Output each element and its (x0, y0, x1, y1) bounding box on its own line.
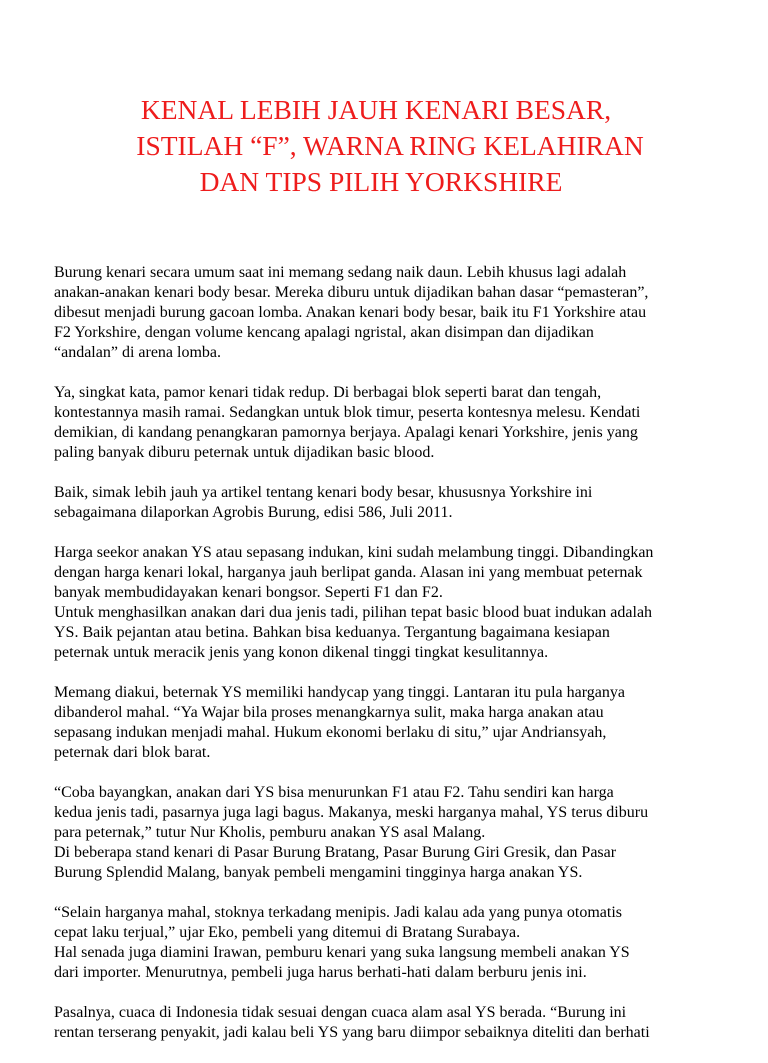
paragraph-line: “andalan” di arena lomba. (54, 344, 222, 361)
paragraph (54, 903, 744, 983)
paragraph-line: dengan harga kenari lokal, harganya jauh berlipat ganda. Alasan ini yang membuat peternak (54, 564, 643, 581)
document-title (40, 92, 728, 200)
paragraph (54, 1003, 744, 1043)
title-line-3: DAN TIPS PILIH YORKSHIRE (199, 166, 563, 197)
paragraph-line: kedua jenis tadi, pasarnya juga lagi bagus. Makanya, meski harganya mahal, YS terus diburu (54, 804, 649, 821)
paragraph-line: dibesut menjadi burung gacoan lomba. Anakan kenari body besar, baik itu F1 Yorkshire atau (54, 304, 647, 321)
paragraph-line: Ya, singkat kata, pamor kenari tidak redup. Di berbagai blok seperti barat dan tengah, (54, 384, 602, 401)
paragraph-line: cepat laku terjual,” ujar Eko, pembeli yang ditemui di Bratang Surabaya. (54, 924, 521, 941)
paragraph-line: sepasang indukan menjadi mahal. Hukum ekonomi berlaku di situ,” ujar Andriansyah, (54, 724, 607, 741)
paragraph-line: kontestannya masih ramai. Sedangkan untuk blok timur, peserta kontesnya melesu. Kendati (54, 404, 641, 421)
paragraph-line: “Coba bayangkan, anakan dari YS bisa menurunkan F1 atau F2. Tahu sendiri kan harga (54, 784, 614, 801)
paragraph (54, 383, 744, 463)
paragraph-line: Burung Splendid Malang, banyak pembeli mengamini tingginya harga anakan YS. (54, 864, 583, 881)
paragraph-line: anakan-anakan kenari body besar. Mereka diburu untuk dijadikan bahan dasar “pemasteran”, (54, 284, 649, 301)
paragraph-line: Harga seekor anakan YS atau sepasang indukan, kini sudah melambung tinggi. Dibandingkan (54, 544, 654, 561)
paragraph-line: paling banyak diburu peternak untuk dijadikan basic blood. (54, 444, 435, 461)
paragraph-line: banyak membudidayakan kenari bongsor. Seperti F1 dan F2. (54, 584, 443, 601)
paragraph-line: Hal senada juga diamini Irawan, pemburu kenari yang suka langsung membeli anakan YS (54, 944, 630, 961)
paragraph-line: Di beberapa stand kenari di Pasar Burung Bratang, Pasar Burung Giri Gresik, dan Pasar (54, 844, 617, 861)
paragraph-line: demikian, di kandang penangkaran pamornya berjaya. Apalagi kenari Yorkshire, jenis yang (54, 424, 638, 441)
paragraph (54, 683, 744, 763)
paragraph-line: dari importer. Menurutnya, pembeli juga harus berhati-hati dalam berburu jenis ini. (54, 964, 587, 981)
paragraph-line: Untuk menghasilkan anakan dari dua jenis tadi, pilihan tepat basic blood buat indukan adalah (54, 604, 653, 621)
paragraph-line: “Selain harganya mahal, stoknya terkadang menipis. Jadi kalau ada yang punya otomatis (54, 904, 622, 921)
paragraph-line: Pasalnya, cuaca di Indonesia tidak sesuai dengan cuaca alam asal YS berada. “Burung ini (54, 1004, 627, 1021)
paragraph-line: rentan terserang penyakit, jadi kalau beli YS yang baru diimpor sebaiknya diteliti dan berhati (54, 1024, 650, 1041)
title-line-1: KENAL LEBIH JAUH KENARI BESAR, (140, 94, 612, 125)
paragraph-line: dibanderol mahal. “Ya Wajar bila proses menangkarnya sulit, maka harga anakan atau (54, 704, 604, 721)
paragraph-line: peternak untuk meracik jenis yang konon dikenal tinggi tingkat kesulitannya. (54, 644, 549, 661)
paragraph-line: Burung kenari secara umum saat ini memang sedang naik daun. Lebih khusus lagi adalah (54, 264, 627, 281)
paragraph-line: para peternak,” tutur Nur Kholis, pemburu anakan YS asal Malang. (54, 824, 486, 841)
paragraph (54, 543, 744, 663)
paragraph-line: YS. Baik pejantan atau betina. Bahkan bisa keduanya. Tergantung bagaimana kesiapan (54, 624, 610, 641)
document-body (54, 263, 744, 1063)
title-line-2: ISTILAH “F”, WARNA RING KELAHIRAN (136, 130, 644, 161)
paragraph-line: peternak dari blok barat. (54, 744, 211, 761)
paragraph (54, 783, 744, 883)
paragraph-line: sebagaimana dilaporkan Agrobis Burung, edisi 586, Juli 2011. (54, 504, 453, 521)
paragraph (54, 263, 744, 363)
paragraph (54, 483, 744, 523)
paragraph-line: Memang diakui, beternak YS memiliki handycap yang tinggi. Lantaran itu pula harganya (54, 684, 625, 701)
paragraph-line: Baik, simak lebih jauh ya artikel tentang kenari body besar, khususnya Yorkshire ini (54, 484, 593, 501)
paragraph-line: F2 Yorkshire, dengan volume kencang apalagi ngristal, akan disimpan dan dijadikan (54, 324, 594, 341)
